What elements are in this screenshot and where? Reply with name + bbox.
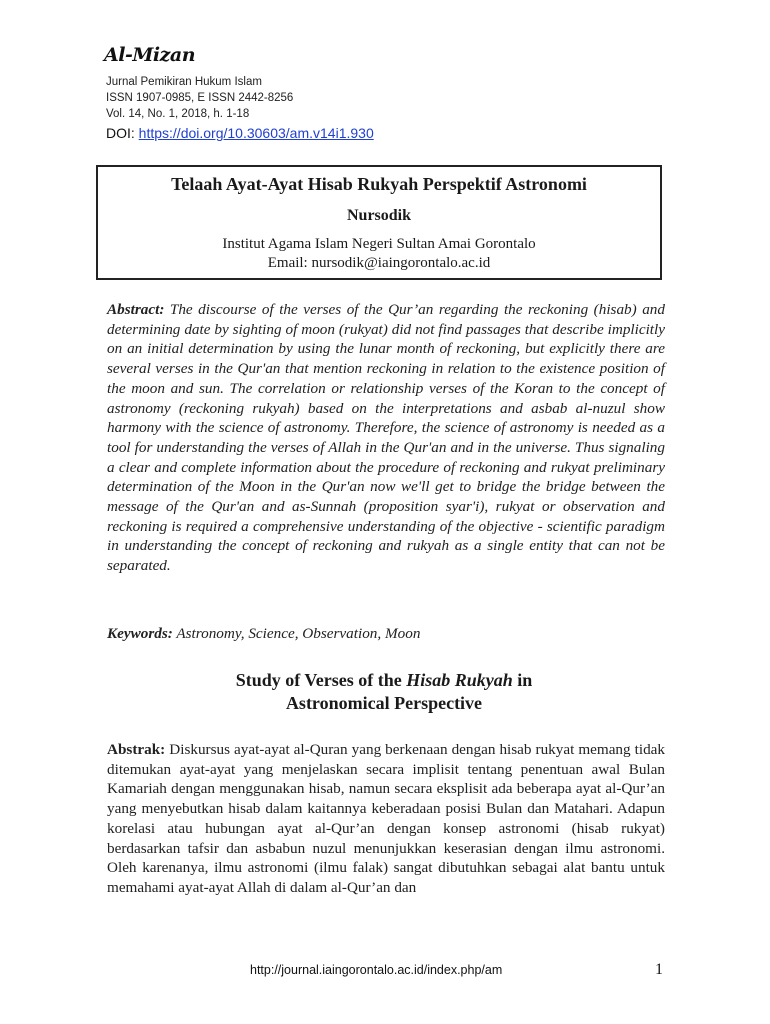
- author-email: Email: nursodik@iaingorontalo.ac.id: [267, 255, 491, 271]
- footer-url: http://journal.iaingorontalo.ac.id/index.php/am: [250, 963, 503, 977]
- volume-line: Vol. 14, No. 1, 2018, h. 1-18: [106, 108, 250, 120]
- journal-logo: Al-Mizan: [104, 44, 196, 66]
- page-number: 1: [655, 961, 663, 978]
- doi-label: DOI:: [106, 125, 135, 141]
- affiliation-text: Institut Agama Islam Negeri Sultan Amai Gorontalo: [222, 236, 536, 252]
- keywords-text: Astronomy, Science, Observation, Moon: [176, 625, 421, 642]
- abstract-english: [107, 300, 665, 576]
- article-title: Telaah Ayat-Ayat Hisab Rukyah Perspektif Astronomi: [171, 174, 587, 194]
- doi-line: [106, 125, 374, 141]
- english-title: [96, 669, 672, 715]
- keywords: [107, 625, 665, 643]
- abstract-text: The discourse of the verses of the Qur’an regarding the reckoning (hisab) and determining date by sighting of moon (rukyat) did not find passages that describe implicitly on an initial determination by using the lunar month of reckoning, but explicitly there are several verses in the Qur'an that mention reckoning in relation to the existence position of the moon and sun. The correlation or relationship verses of the Koran to the concept of astronomy (reckoning rukyah) based on the interpretations and asbab al-nuzul show harmony with the science of astronomy. Therefore, the science of astronomy is needed as a tool for understanding the verses of Allah in the Qur'an and in the universe. Thus signaling a clear and complete information about the procedure of reckoning and rukyat preliminary determination of the Moon in the Qur'an now we'll get to bridge the bridge between the message of the Qur'an and as-Sunnah (proposition syar'i), rukyat or observation and reckoning is required a comprehensive understanding of the objective - scientific paradigm in understanding the concept of reckoning and rukyah as a single entity that can not be separated.: [107, 301, 665, 575]
- journal-subtitle: Jurnal Pemikiran Hukum Islam: [106, 76, 262, 88]
- abstrak-label: Abstrak:: [107, 741, 166, 758]
- english-title-suffix: in: [517, 670, 533, 690]
- article-author: Nursodik: [346, 207, 412, 224]
- abstract-indonesian: [107, 740, 665, 898]
- english-title-prefix: Study of Verses of the: [235, 670, 402, 690]
- abstrak-text: Diskursus ayat-ayat al-Quran yang berkenaan dengan hisab rukyat memang tidak ditemukan ayat-ayat yang menjelaskan secara implisit tentang penentuan awal Bulan Kamariah dengan menggunakan hisab, namun secara eksplisit ada beberapa ayat al-Qur’an yang menyebutkan hisab dalam kaitannya keberadaan posisi Bulan dan Matahari. Adapun korelasi atau hubungan ayat al-Qur’an dengan konsep astronomi (hisab rukyat) berdasarkan tafsir dan asbabun nuzul menunjukkan keserasian dengan ilmu astronomi. Oleh karenanya, ilmu astronomi (ilmu falak) sangat dibutuhkan sebagai alat bantu untuk memahami ayat-ayat Allah di dalam al-Qur’an dan: [107, 741, 665, 896]
- english-title-italic: Hisab Rukyah: [406, 670, 513, 690]
- issn-line: ISSN 1907-0985, E ISSN 2442-8256: [106, 92, 294, 104]
- author-affiliation: [98, 235, 660, 273]
- doi-link[interactable]: https://doi.org/10.30603/am.v14i1.930: [138, 125, 374, 141]
- keywords-label: Keywords:: [107, 625, 173, 642]
- abstract-label: Abstract:: [107, 301, 165, 318]
- english-title-line2: Astronomical Perspective: [285, 693, 483, 713]
- journal-meta: [106, 74, 293, 122]
- article-title-box: [96, 165, 662, 280]
